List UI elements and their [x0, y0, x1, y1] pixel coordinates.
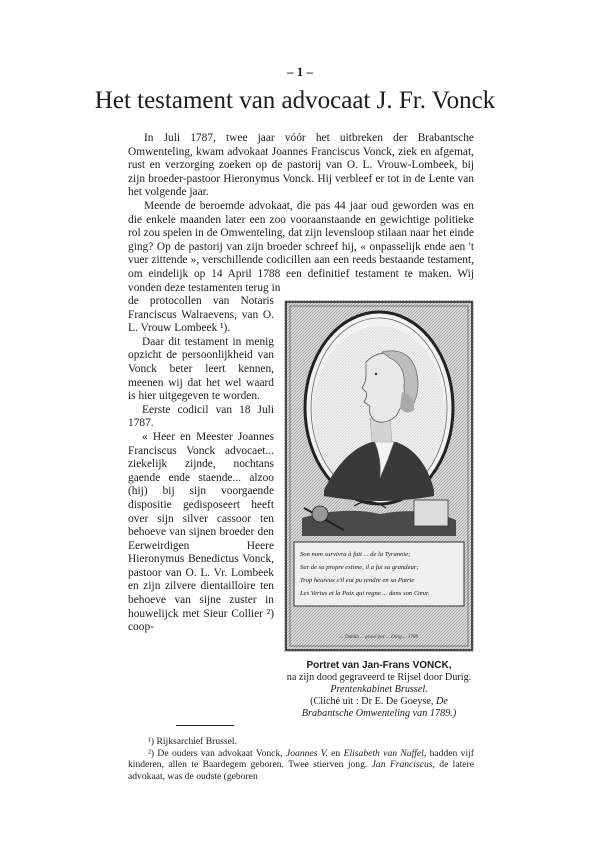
engraver-signature: ... Dublin ... gravé par ... Dirig ... 1789: [339, 635, 419, 640]
paragraph-2-continued: de protocollen van Notaris Franciscus Walraevens, van O. L. Vrouw Lombeek ¹).: [128, 295, 274, 335]
inscription-line-1: Son nom survivra à fait ... de la Tyrannie;: [300, 551, 411, 558]
inscription-line-2: Sur de sa propre estime, il a fui sa grandeur;: [300, 564, 419, 571]
inscription-line-4: Les Vertus et la Paix qui regne ... dans son Cœur.: [300, 590, 430, 597]
caption-line-2: na zijn dood gegraveerd te Rijsel door Durig.: [286, 672, 472, 683]
caption-source: Prentenkabinet Brussel.: [330, 684, 428, 695]
article-title: Het testament van advocaat J. Fr. Vonck: [94, 87, 496, 114]
paragraph-1: In Juli 1787, twee jaar vóór het uitbreken der Brabantsche Omwenteling, kwam advokaat Joannes Franciscus Vonck, ziek en afgemat, rust en verzorging zoeken op de pastorij van O. L. Vrouw-Lombeek, bij zijn broeder-pastoor Hieronymus Vonck. Hij verbleef er tot in de Lente van het volgende jaar.: [128, 132, 474, 199]
page-number: – 1 –: [287, 64, 313, 79]
footnote-2-name-son: Jan Franciscus,: [371, 759, 435, 771]
paragraph-2: Meende de beroemde advokaat, die pas 44 jaar oud geworden was en die enkele maanden later een zoo vooraanstaande en gewichtige politieke rol zou spelen in de Omwenteling, dat zijn levensloop stilaan naar het einde ging? Op de pastorij van zijn broeder schreef hij, « onpasselijk ende aen 't vuer zittende », verschillende codicillen aan een reeds bestaande testament, om eindelijk op 14 April 1788 een definitief testament te maken. Wij vonden deze testamenten terug in: [128, 199, 474, 294]
footnote-2-name-mother: Elisabeth van Nuffel,: [343, 747, 427, 759]
caption-book: De Brabantsche Omwenteling van 1789.): [301, 696, 457, 719]
footnote-2-part-c: hadden vijf kinderen, allen te Baardegem geboren. Twee stierven jong.: [128, 747, 474, 771]
footnote-2-part-a: ²) De ouders van advokaat Vonck,: [148, 747, 283, 759]
footnote-1: ¹) Rijksarchief Brussel.: [148, 736, 237, 747]
footnote-2: [128, 748, 474, 783]
paragraph-3: Daar dit testament in menig opzicht de persoonlijkheid van Vonck beter leert kennen, meenen wij dat het wel waard is hier uitgegeven te worden.: [128, 335, 274, 403]
inscription-line-3: Trop heureux s'il eut pu rendre en sa Patrie: [300, 577, 415, 584]
left-column-text: [128, 295, 274, 635]
codicil-heading: Eerste codicil van 18 Juli 1787.: [128, 403, 274, 430]
footnotes: [128, 736, 474, 782]
footnote-2-part-b: en: [331, 747, 341, 759]
footnote-2-name-father: Joannes V.: [286, 747, 328, 759]
figure-caption: [284, 660, 474, 720]
codicil-quote: « Heer en Meester Joannes Franciscus Vonck advocaet... ziekelijk zijnde, nochtans gaende ende staende... alzoo (hij) bij sijn voorgaende dispositie gedisposeert heeft over sijn silver cassoor ten behoeve van sijnen broeder den Eerweirdigen Heere Hieronymus Benedictus Vonck, pastoor van O. L. Vr. Lombeek en zijn zilvere dientailloire ten behoeve van sijne zuster in houwelijck met Sieur Collier ²) coop-: [128, 430, 274, 634]
portrait-engraving: [284, 300, 474, 652]
caption-cliche: (Cliché uit : Dr E. De Goeyse,: [310, 696, 434, 707]
intro-text: [128, 132, 474, 295]
caption-title: Portret van Jan-Frans VONCK,: [306, 660, 452, 671]
footnote-2-part-d: de latere advokaat, was de oudste (geboren: [128, 759, 474, 782]
footnote-divider: [176, 725, 234, 726]
